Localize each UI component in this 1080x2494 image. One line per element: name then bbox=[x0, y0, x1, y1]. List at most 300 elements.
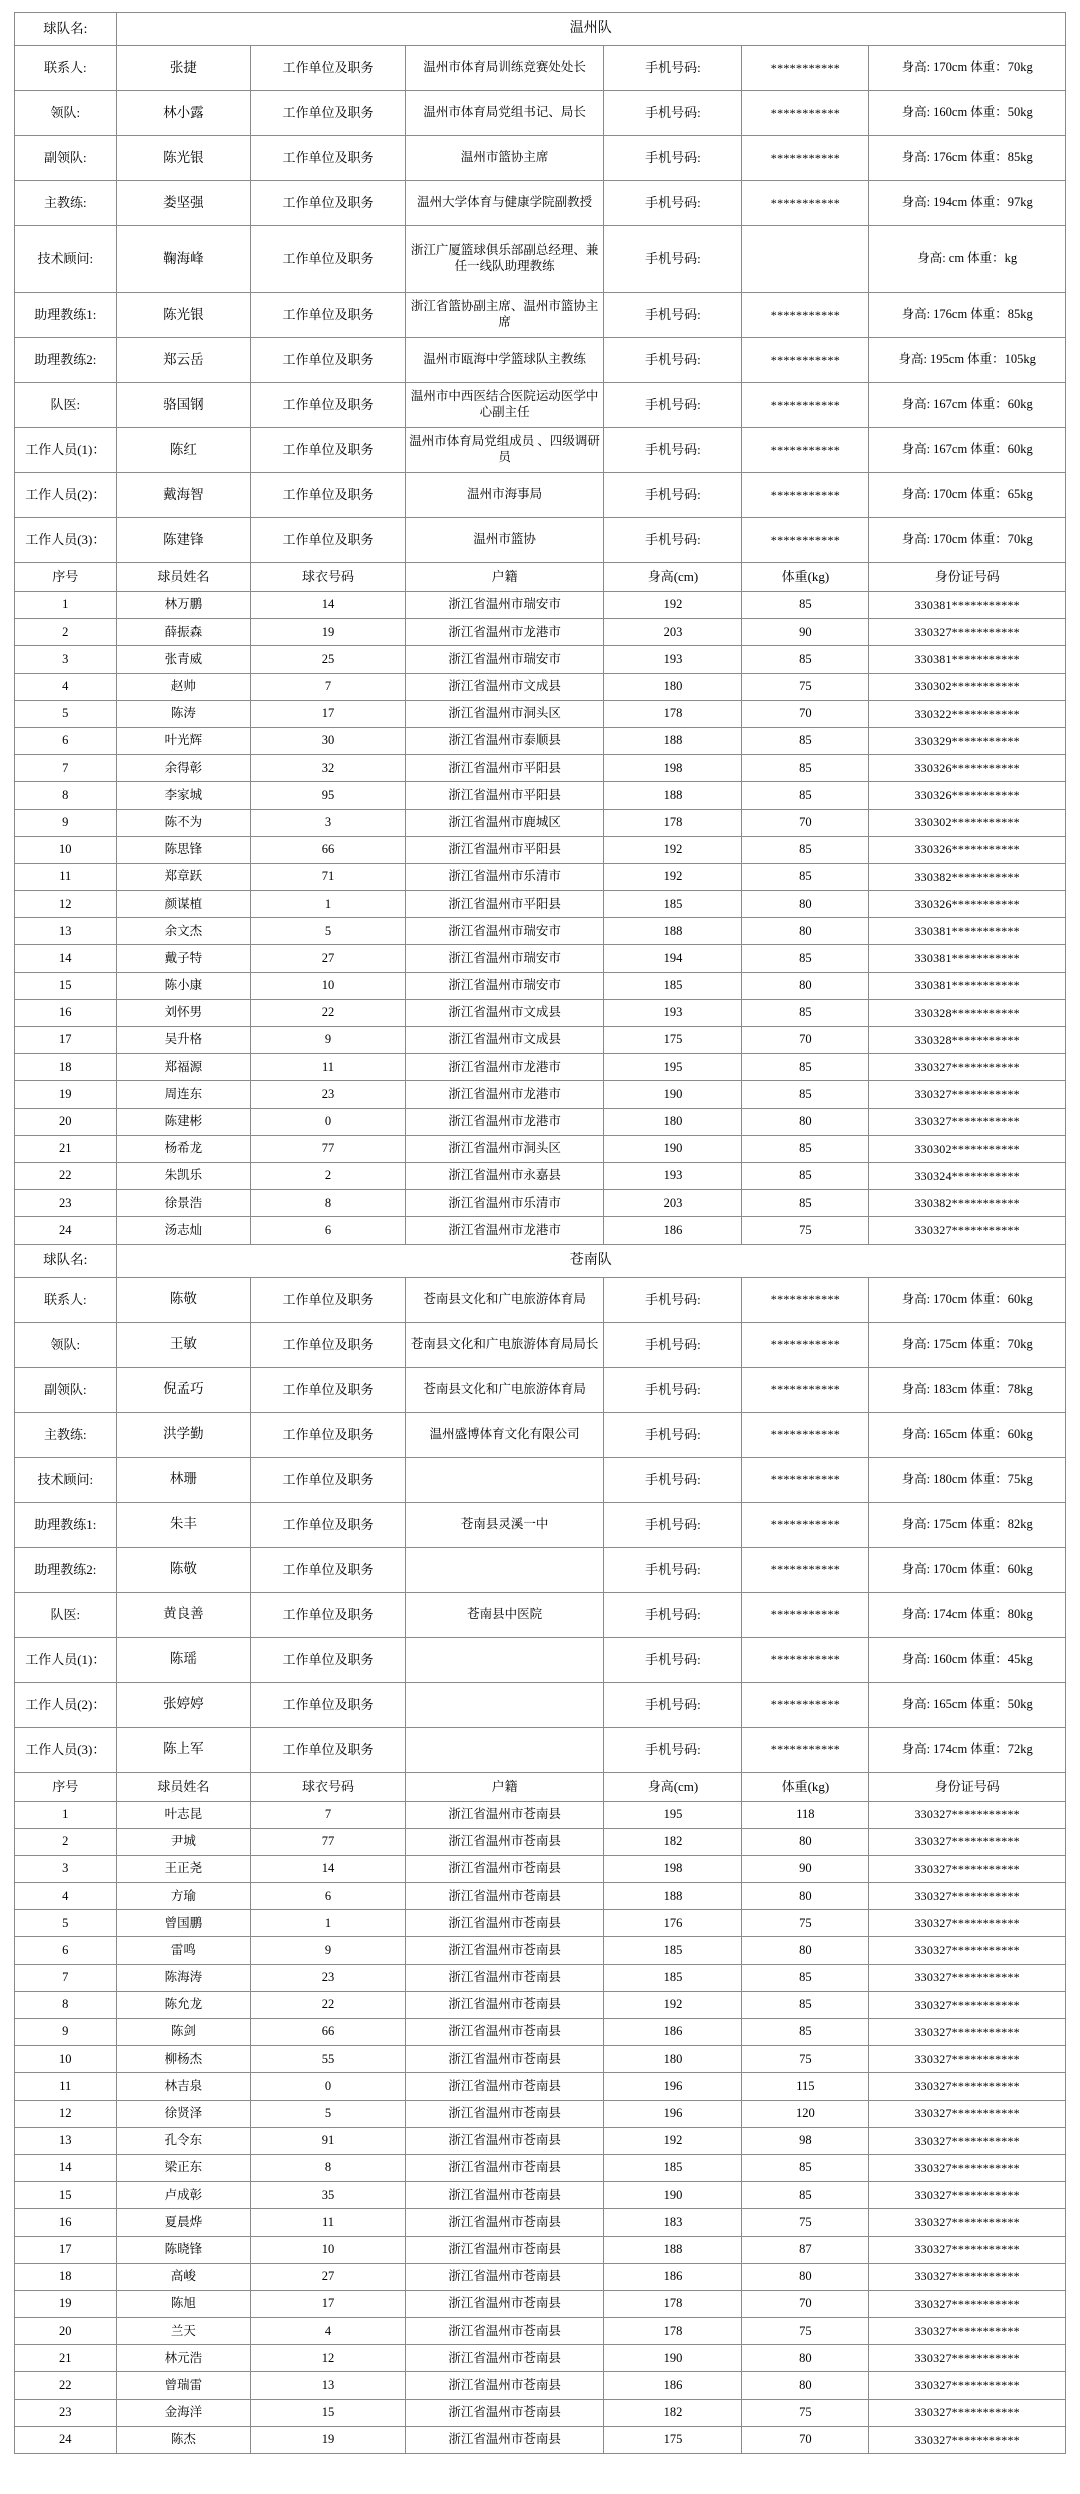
player-shirt-number: 27 bbox=[251, 2263, 406, 2290]
team-name-label: 球队名: bbox=[15, 1244, 117, 1277]
player-shirt-number: 12 bbox=[251, 2345, 406, 2372]
player-index: 22 bbox=[15, 2372, 117, 2399]
player-domicile: 浙江省温州市苍南县 bbox=[405, 2345, 604, 2372]
player-row bbox=[15, 1883, 1066, 1910]
col-shirt-number: 球衣号码 bbox=[251, 563, 406, 592]
staff-unit-value: 温州市中西医结合医院运动医学中心副主任 bbox=[405, 383, 604, 428]
player-domicile: 浙江省温州市瑞安市 bbox=[405, 918, 604, 945]
player-weight: 85 bbox=[742, 782, 869, 809]
col-id-number: 身份证号码 bbox=[869, 563, 1066, 592]
player-index: 7 bbox=[15, 1964, 117, 1991]
col-weight: 体重(kg) bbox=[742, 1772, 869, 1801]
staff-unit-label: 工作单位及职务 bbox=[251, 1367, 406, 1412]
player-index: 8 bbox=[15, 1991, 117, 2018]
staff-unit-label: 工作单位及职务 bbox=[251, 181, 406, 226]
staff-height-weight: 身高: 174cm 体重：72kg bbox=[869, 1727, 1066, 1772]
staff-role-label: 助理教练1: bbox=[15, 1502, 117, 1547]
player-row bbox=[15, 2046, 1066, 2073]
player-index: 8 bbox=[15, 782, 117, 809]
staff-role-label: 队医: bbox=[15, 1592, 117, 1637]
player-weight: 80 bbox=[742, 972, 869, 999]
player-shirt-number: 14 bbox=[251, 592, 406, 619]
staff-role-label: 主教练: bbox=[15, 1412, 117, 1457]
player-shirt-number: 10 bbox=[251, 2236, 406, 2263]
player-domicile: 浙江省温州市苍南县 bbox=[405, 2290, 604, 2317]
player-index: 12 bbox=[15, 891, 117, 918]
player-id-number: 330327*********** bbox=[869, 1937, 1066, 1964]
player-shirt-number: 25 bbox=[251, 646, 406, 673]
staff-unit-label: 工作单位及职务 bbox=[251, 1322, 406, 1367]
staff-role-label: 领队: bbox=[15, 1322, 117, 1367]
staff-unit-label: 工作单位及职务 bbox=[251, 383, 406, 428]
player-shirt-number: 22 bbox=[251, 999, 406, 1026]
player-weight: 70 bbox=[742, 809, 869, 836]
player-weight: 85 bbox=[742, 945, 869, 972]
player-shirt-number: 95 bbox=[251, 782, 406, 809]
col-index: 序号 bbox=[15, 563, 117, 592]
staff-row bbox=[15, 383, 1066, 428]
staff-name: 陈敬 bbox=[116, 1277, 251, 1322]
player-shirt-number: 3 bbox=[251, 809, 406, 836]
player-index: 13 bbox=[15, 2127, 117, 2154]
player-row bbox=[15, 945, 1066, 972]
staff-height-weight: 身高: 170cm 体重：65kg bbox=[869, 473, 1066, 518]
player-domicile: 浙江省温州市龙港市 bbox=[405, 1081, 604, 1108]
player-row bbox=[15, 972, 1066, 999]
staff-row bbox=[15, 1412, 1066, 1457]
player-row bbox=[15, 2290, 1066, 2317]
staff-phone-label: 手机号码: bbox=[604, 473, 742, 518]
player-domicile: 浙江省温州市苍南县 bbox=[405, 1883, 604, 1910]
player-height: 175 bbox=[604, 2426, 742, 2453]
player-shirt-number: 77 bbox=[251, 1828, 406, 1855]
player-domicile: 浙江省温州市苍南县 bbox=[405, 1855, 604, 1882]
player-index: 11 bbox=[15, 863, 117, 890]
player-weight: 85 bbox=[742, 1081, 869, 1108]
player-height: 186 bbox=[604, 2372, 742, 2399]
player-shirt-number: 17 bbox=[251, 2290, 406, 2317]
player-height: 190 bbox=[604, 1081, 742, 1108]
player-id-number: 330327*********** bbox=[869, 2019, 1066, 2046]
staff-height-weight: 身高: 176cm 体重：85kg bbox=[869, 136, 1066, 181]
staff-phone-label: 手机号码: bbox=[604, 91, 742, 136]
player-weight: 85 bbox=[742, 2182, 869, 2209]
player-name: 卢成彰 bbox=[116, 2182, 251, 2209]
staff-height-weight: 身高: 165cm 体重：50kg bbox=[869, 1682, 1066, 1727]
player-height: 188 bbox=[604, 782, 742, 809]
player-weight: 87 bbox=[742, 2236, 869, 2263]
player-id-number: 330327*********** bbox=[869, 2426, 1066, 2453]
player-name: 余文杰 bbox=[116, 918, 251, 945]
player-weight: 85 bbox=[742, 755, 869, 782]
player-weight: 70 bbox=[742, 2290, 869, 2317]
staff-height-weight: 身高: 170cm 体重：60kg bbox=[869, 1277, 1066, 1322]
player-id-number: 330327*********** bbox=[869, 1054, 1066, 1081]
player-name: 陈小康 bbox=[116, 972, 251, 999]
player-weight: 120 bbox=[742, 2100, 869, 2127]
staff-unit-value: 温州市瓯海中学篮球队主教练 bbox=[405, 338, 604, 383]
staff-phone-label: 手机号码: bbox=[604, 293, 742, 338]
staff-phone-value: *********** bbox=[742, 518, 869, 563]
staff-role-label: 工作人员(1)： bbox=[15, 1637, 117, 1682]
player-name: 余得彰 bbox=[116, 755, 251, 782]
team-name-value: 苍南队 bbox=[116, 1244, 1065, 1277]
player-index: 24 bbox=[15, 1217, 117, 1244]
staff-unit-value bbox=[405, 1637, 604, 1682]
player-id-number: 330327*********** bbox=[869, 2100, 1066, 2127]
player-domicile: 浙江省温州市龙港市 bbox=[405, 1054, 604, 1081]
player-domicile: 浙江省温州市文成县 bbox=[405, 999, 604, 1026]
player-id-number: 330327*********** bbox=[869, 2236, 1066, 2263]
player-weight: 85 bbox=[742, 727, 869, 754]
player-shirt-number: 14 bbox=[251, 1855, 406, 1882]
staff-unit-label: 工作单位及职务 bbox=[251, 1502, 406, 1547]
staff-height-weight: 身高: 170cm 体重：70kg bbox=[869, 46, 1066, 91]
staff-row bbox=[15, 1592, 1066, 1637]
staff-role-label: 副领队: bbox=[15, 1367, 117, 1412]
player-shirt-number: 55 bbox=[251, 2046, 406, 2073]
player-name: 曾国鹏 bbox=[116, 1910, 251, 1937]
player-row bbox=[15, 646, 1066, 673]
staff-height-weight: 身高: 165cm 体重：60kg bbox=[869, 1412, 1066, 1457]
player-index: 6 bbox=[15, 1937, 117, 1964]
player-row bbox=[15, 2236, 1066, 2263]
player-weight: 75 bbox=[742, 673, 869, 700]
player-height: 192 bbox=[604, 836, 742, 863]
player-index: 14 bbox=[15, 2154, 117, 2181]
col-id-number: 身份证号码 bbox=[869, 1772, 1066, 1801]
player-index: 22 bbox=[15, 1162, 117, 1189]
player-shirt-number: 4 bbox=[251, 2318, 406, 2345]
staff-unit-label: 工作单位及职务 bbox=[251, 46, 406, 91]
player-id-number: 330327*********** bbox=[869, 1217, 1066, 1244]
player-table-header-row bbox=[15, 1772, 1066, 1801]
player-domicile: 浙江省温州市苍南县 bbox=[405, 2426, 604, 2453]
player-weight: 75 bbox=[742, 2399, 869, 2426]
player-domicile: 浙江省温州市泰顺县 bbox=[405, 727, 604, 754]
player-id-number: 330327*********** bbox=[869, 1991, 1066, 2018]
player-height: 192 bbox=[604, 2127, 742, 2154]
staff-phone-label: 手机号码: bbox=[604, 1727, 742, 1772]
player-shirt-number: 5 bbox=[251, 2100, 406, 2127]
player-index: 21 bbox=[15, 1135, 117, 1162]
staff-unit-value: 苍南县文化和广电旅游体育局 bbox=[405, 1367, 604, 1412]
staff-unit-label: 工作单位及职务 bbox=[251, 226, 406, 293]
player-index: 3 bbox=[15, 646, 117, 673]
staff-name: 陈上军 bbox=[116, 1727, 251, 1772]
staff-unit-label: 工作单位及职务 bbox=[251, 1637, 406, 1682]
player-weight: 80 bbox=[742, 2345, 869, 2372]
team-name-row bbox=[15, 1244, 1066, 1277]
player-shirt-number: 22 bbox=[251, 1991, 406, 2018]
player-height: 190 bbox=[604, 2345, 742, 2372]
player-row bbox=[15, 1910, 1066, 1937]
player-domicile: 浙江省温州市苍南县 bbox=[405, 2100, 604, 2127]
player-domicile: 浙江省温州市苍南县 bbox=[405, 2236, 604, 2263]
player-shirt-number: 17 bbox=[251, 700, 406, 727]
player-shirt-number: 11 bbox=[251, 1054, 406, 1081]
player-index: 20 bbox=[15, 1108, 117, 1135]
staff-unit-value: 温州市体育局训练竞赛处处长 bbox=[405, 46, 604, 91]
player-index: 18 bbox=[15, 2263, 117, 2290]
player-row bbox=[15, 2019, 1066, 2046]
player-domicile: 浙江省温州市苍南县 bbox=[405, 1910, 604, 1937]
staff-phone-label: 手机号码: bbox=[604, 136, 742, 181]
staff-height-weight: 身高: 194cm 体重：97kg bbox=[869, 181, 1066, 226]
staff-role-label: 助理教练2: bbox=[15, 338, 117, 383]
staff-height-weight: 身高: 167cm 体重：60kg bbox=[869, 383, 1066, 428]
player-index: 14 bbox=[15, 945, 117, 972]
staff-phone-label: 手机号码: bbox=[604, 1502, 742, 1547]
player-name: 郑福源 bbox=[116, 1054, 251, 1081]
player-height: 192 bbox=[604, 1991, 742, 2018]
player-height: 188 bbox=[604, 2236, 742, 2263]
player-index: 5 bbox=[15, 700, 117, 727]
player-shirt-number: 5 bbox=[251, 918, 406, 945]
staff-unit-label: 工作单位及职务 bbox=[251, 1592, 406, 1637]
player-shirt-number: 66 bbox=[251, 836, 406, 863]
staff-name: 陈敬 bbox=[116, 1547, 251, 1592]
staff-unit-value: 温州市篮协主席 bbox=[405, 136, 604, 181]
player-name: 陈涛 bbox=[116, 700, 251, 727]
player-index: 20 bbox=[15, 2318, 117, 2345]
player-index: 4 bbox=[15, 1883, 117, 1910]
player-height: 193 bbox=[604, 1162, 742, 1189]
player-name: 朱凯乐 bbox=[116, 1162, 251, 1189]
staff-row bbox=[15, 338, 1066, 383]
player-height: 178 bbox=[604, 2290, 742, 2317]
player-domicile: 浙江省温州市文成县 bbox=[405, 1027, 604, 1054]
player-domicile: 浙江省温州市瑞安市 bbox=[405, 646, 604, 673]
staff-name: 陈光银 bbox=[116, 293, 251, 338]
player-id-number: 330327*********** bbox=[869, 2154, 1066, 2181]
player-id-number: 330382*********** bbox=[869, 863, 1066, 890]
player-name: 陈不为 bbox=[116, 809, 251, 836]
player-domicile: 浙江省温州市苍南县 bbox=[405, 2127, 604, 2154]
col-height: 身高(cm) bbox=[604, 1772, 742, 1801]
staff-name: 陈建锋 bbox=[116, 518, 251, 563]
player-id-number: 330326*********** bbox=[869, 836, 1066, 863]
player-id-number: 330327*********** bbox=[869, 2372, 1066, 2399]
staff-unit-value: 温州市海事局 bbox=[405, 473, 604, 518]
player-row bbox=[15, 1081, 1066, 1108]
player-height: 185 bbox=[604, 891, 742, 918]
staff-name: 鞠海峰 bbox=[116, 226, 251, 293]
staff-role-label: 技术顾问: bbox=[15, 226, 117, 293]
player-id-number: 330302*********** bbox=[869, 673, 1066, 700]
player-id-number: 330327*********** bbox=[869, 1855, 1066, 1882]
player-name: 林吉泉 bbox=[116, 2073, 251, 2100]
player-name: 曾瑞雷 bbox=[116, 2372, 251, 2399]
player-shirt-number: 15 bbox=[251, 2399, 406, 2426]
staff-unit-value: 温州市体育局党组书记、局长 bbox=[405, 91, 604, 136]
player-id-number: 330324*********** bbox=[869, 1162, 1066, 1189]
staff-row bbox=[15, 518, 1066, 563]
player-height: 203 bbox=[604, 1190, 742, 1217]
staff-name: 娄坚强 bbox=[116, 181, 251, 226]
player-name: 徐贤泽 bbox=[116, 2100, 251, 2127]
player-height: 182 bbox=[604, 2399, 742, 2426]
player-index: 2 bbox=[15, 1828, 117, 1855]
player-id-number: 330327*********** bbox=[869, 1801, 1066, 1828]
player-height: 175 bbox=[604, 1027, 742, 1054]
player-row bbox=[15, 1828, 1066, 1855]
player-index: 3 bbox=[15, 1855, 117, 1882]
staff-role-label: 工作人员(1)： bbox=[15, 428, 117, 473]
player-height: 190 bbox=[604, 2182, 742, 2209]
staff-role-label: 联系人: bbox=[15, 46, 117, 91]
player-name: 刘怀男 bbox=[116, 999, 251, 1026]
staff-name: 林珊 bbox=[116, 1457, 251, 1502]
player-domicile: 浙江省温州市龙港市 bbox=[405, 1108, 604, 1135]
player-domicile: 浙江省温州市苍南县 bbox=[405, 1828, 604, 1855]
player-index: 1 bbox=[15, 1801, 117, 1828]
player-domicile: 浙江省温州市苍南县 bbox=[405, 1991, 604, 2018]
staff-phone-value: *********** bbox=[742, 181, 869, 226]
player-domicile: 浙江省温州市龙港市 bbox=[405, 1217, 604, 1244]
player-index: 17 bbox=[15, 1027, 117, 1054]
staff-row bbox=[15, 473, 1066, 518]
staff-role-label: 工作人员(3)： bbox=[15, 518, 117, 563]
player-weight: 90 bbox=[742, 1855, 869, 1882]
player-height: 182 bbox=[604, 1828, 742, 1855]
player-height: 193 bbox=[604, 999, 742, 1026]
player-id-number: 330327*********** bbox=[869, 2209, 1066, 2236]
player-name: 王正尧 bbox=[116, 1855, 251, 1882]
staff-unit-value bbox=[405, 1547, 604, 1592]
staff-row bbox=[15, 91, 1066, 136]
staff-row bbox=[15, 1367, 1066, 1412]
player-weight: 75 bbox=[742, 1910, 869, 1937]
staff-height-weight: 身高: 160cm 体重：50kg bbox=[869, 91, 1066, 136]
player-height: 188 bbox=[604, 1883, 742, 1910]
staff-unit-value: 温州盛博体育文化有限公司 bbox=[405, 1412, 604, 1457]
player-id-number: 330327*********** bbox=[869, 1910, 1066, 1937]
player-index: 11 bbox=[15, 2073, 117, 2100]
player-weight: 90 bbox=[742, 619, 869, 646]
staff-role-label: 主教练: bbox=[15, 181, 117, 226]
player-row bbox=[15, 1135, 1066, 1162]
player-weight: 85 bbox=[742, 1162, 869, 1189]
player-row bbox=[15, 1217, 1066, 1244]
staff-phone-label: 手机号码: bbox=[604, 383, 742, 428]
staff-role-label: 工作人员(2)： bbox=[15, 1682, 117, 1727]
player-index: 2 bbox=[15, 619, 117, 646]
player-shirt-number: 0 bbox=[251, 1108, 406, 1135]
player-weight: 75 bbox=[742, 1217, 869, 1244]
player-domicile: 浙江省温州市苍南县 bbox=[405, 2263, 604, 2290]
player-height: 186 bbox=[604, 2019, 742, 2046]
player-table-header-row bbox=[15, 563, 1066, 592]
player-row bbox=[15, 863, 1066, 890]
staff-unit-label: 工作单位及职务 bbox=[251, 1277, 406, 1322]
staff-phone-label: 手机号码: bbox=[604, 1592, 742, 1637]
player-row bbox=[15, 836, 1066, 863]
player-shirt-number: 71 bbox=[251, 863, 406, 890]
staff-row bbox=[15, 1637, 1066, 1682]
player-id-number: 330327*********** bbox=[869, 2399, 1066, 2426]
player-row bbox=[15, 592, 1066, 619]
staff-name: 王敏 bbox=[116, 1322, 251, 1367]
player-row bbox=[15, 2127, 1066, 2154]
staff-phone-label: 手机号码: bbox=[604, 338, 742, 383]
player-weight: 80 bbox=[742, 891, 869, 918]
player-domicile: 浙江省温州市苍南县 bbox=[405, 2073, 604, 2100]
staff-phone-label: 手机号码: bbox=[604, 1322, 742, 1367]
player-name: 叶志昆 bbox=[116, 1801, 251, 1828]
player-index: 1 bbox=[15, 592, 117, 619]
player-index: 21 bbox=[15, 2345, 117, 2372]
staff-role-label: 助理教练1: bbox=[15, 293, 117, 338]
staff-phone-value: *********** bbox=[742, 1502, 869, 1547]
staff-name: 戴海智 bbox=[116, 473, 251, 518]
player-shirt-number: 7 bbox=[251, 1801, 406, 1828]
staff-phone-value bbox=[742, 226, 869, 293]
staff-phone-value: *********** bbox=[742, 1727, 869, 1772]
player-domicile: 浙江省温州市苍南县 bbox=[405, 2182, 604, 2209]
staff-unit-value bbox=[405, 1457, 604, 1502]
player-shirt-number: 7 bbox=[251, 673, 406, 700]
staff-row bbox=[15, 293, 1066, 338]
staff-unit-value: 浙江省篮协副主席、温州市篮协主席 bbox=[405, 293, 604, 338]
player-id-number: 330327*********** bbox=[869, 1883, 1066, 1910]
player-height: 176 bbox=[604, 1910, 742, 1937]
player-weight: 85 bbox=[742, 1054, 869, 1081]
player-id-number: 330381*********** bbox=[869, 646, 1066, 673]
staff-phone-value: *********** bbox=[742, 1547, 869, 1592]
player-name: 林元浩 bbox=[116, 2345, 251, 2372]
player-row bbox=[15, 2318, 1066, 2345]
player-id-number: 330327*********** bbox=[869, 1828, 1066, 1855]
player-shirt-number: 23 bbox=[251, 1081, 406, 1108]
player-height: 198 bbox=[604, 755, 742, 782]
player-id-number: 330327*********** bbox=[869, 2290, 1066, 2317]
player-name: 陈海涛 bbox=[116, 1964, 251, 1991]
staff-phone-label: 手机号码: bbox=[604, 181, 742, 226]
player-name: 高峻 bbox=[116, 2263, 251, 2290]
player-id-number: 330327*********** bbox=[869, 1964, 1066, 1991]
staff-phone-label: 手机号码: bbox=[604, 428, 742, 473]
player-id-number: 330322*********** bbox=[869, 700, 1066, 727]
player-row bbox=[15, 809, 1066, 836]
player-height: 178 bbox=[604, 809, 742, 836]
staff-unit-label: 工作单位及职务 bbox=[251, 136, 406, 181]
player-weight: 80 bbox=[742, 1937, 869, 1964]
staff-unit-label: 工作单位及职务 bbox=[251, 518, 406, 563]
player-shirt-number: 35 bbox=[251, 2182, 406, 2209]
staff-name: 陈红 bbox=[116, 428, 251, 473]
staff-phone-label: 手机号码: bbox=[604, 1457, 742, 1502]
player-weight: 85 bbox=[742, 836, 869, 863]
player-shirt-number: 13 bbox=[251, 2372, 406, 2399]
staff-phone-label: 手机号码: bbox=[604, 1412, 742, 1457]
player-height: 180 bbox=[604, 2046, 742, 2073]
player-id-number: 330328*********** bbox=[869, 1027, 1066, 1054]
player-index: 19 bbox=[15, 2290, 117, 2317]
player-name: 方瑜 bbox=[116, 1883, 251, 1910]
player-id-number: 330327*********** bbox=[869, 1081, 1066, 1108]
player-name: 陈剑 bbox=[116, 2019, 251, 2046]
staff-unit-value bbox=[405, 1682, 604, 1727]
player-id-number: 330381*********** bbox=[869, 592, 1066, 619]
player-row bbox=[15, 2182, 1066, 2209]
player-shirt-number: 0 bbox=[251, 2073, 406, 2100]
player-height: 178 bbox=[604, 2318, 742, 2345]
player-shirt-number: 32 bbox=[251, 755, 406, 782]
staff-name: 黄良善 bbox=[116, 1592, 251, 1637]
player-height: 183 bbox=[604, 2209, 742, 2236]
player-domicile: 浙江省温州市龙港市 bbox=[405, 619, 604, 646]
